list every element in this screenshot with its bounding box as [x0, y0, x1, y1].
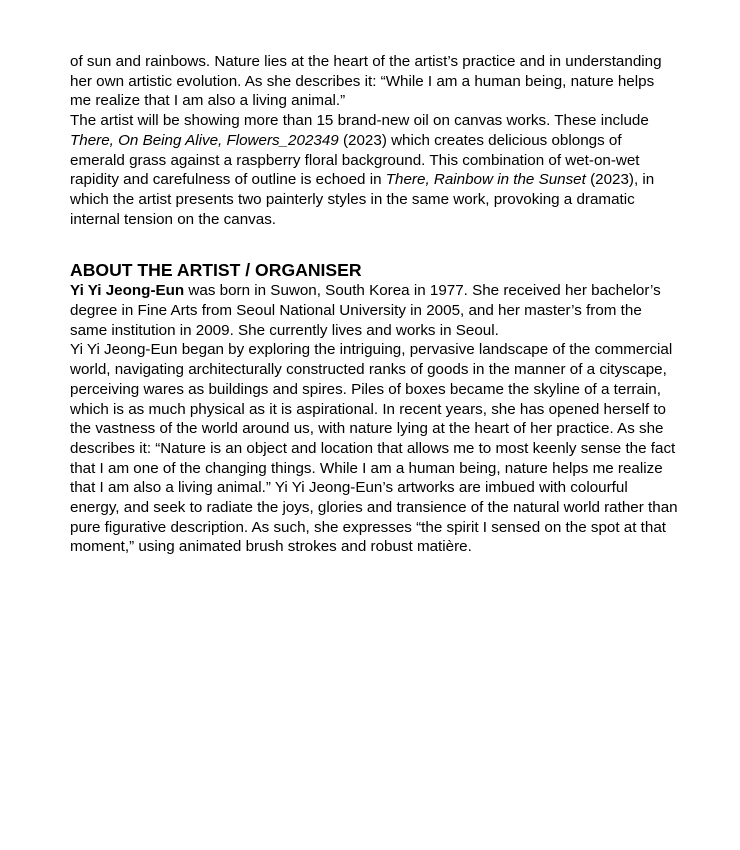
- practice-paragraph: Yi Yi Jeong-Eun began by exploring the intriguing, pervasive landscape of the commercial world, navigating architecturally constructed ranks of goods in the manner of a cityscape, perceiving wares as buildings and spires. Piles of boxes became the skyline of a terrain, which is as much physical as it is aspirational. In recent years, she has opened herself to the vastness of the world around us, with nature lying at the heart of her practice. As she describes it: “Nature is an object and location that allows me to most keenly sense the fact that I am one of the changing things. While I am a human being, nature helps me realize that I am also a living animal.” Yi Yi Jeong-Eun’s artworks are imbued with colourful energy, and seek to radiate the joys, glories and transience of the natural world rather than pure figurative description. As such, she expresses “the spirit I sensed on the spot at that moment,” using animated brush strokes and robust matière.: [70, 341, 678, 556]
- artwork-title-1: There, On Being Alive, Flowers_202349: [70, 131, 339, 149]
- section-heading: ABOUT THE ARTIST / ORGANISER: [70, 260, 362, 281]
- intro-paragraph: of sun and rainbows. Nature lies at the heart of the artist’s practice and in understanding her own artistic evolution. As she describes it: “While I am a human being, nature helps me realize that I am also a living animal.”: [70, 53, 662, 110]
- bio-paragraph: [70, 281, 678, 340]
- exhibition-text-3: (2023), in which the artist presents two painterly styles in the same work, provoking a dramatic internal tension on the canvas.: [70, 171, 655, 228]
- document-page: [70, 52, 678, 557]
- artist-name: Yi Yi Jeong-Eun: [70, 282, 185, 300]
- artwork-title-2: There, Rainbow in the Sunset: [385, 171, 586, 189]
- exhibition-paragraph: [70, 111, 678, 229]
- exhibition-text-2: (2023) which creates delicious oblongs of emerald grass against a raspberry floral background. This combination of wet-on-wet rapidity and carefulness of outline is echoed in: [70, 131, 640, 189]
- exhibition-text-1: The artist will be showing more than 15 brand-new oil on canvas works. These include: [70, 112, 649, 130]
- bio-text: was born in Suwon, South Korea in 1977. She received her bachelor’s degree in Fine Arts from Seoul National University in 2005, and her master’s from the same institution in 2009. She currently lives and works in Seoul.: [70, 282, 661, 339]
